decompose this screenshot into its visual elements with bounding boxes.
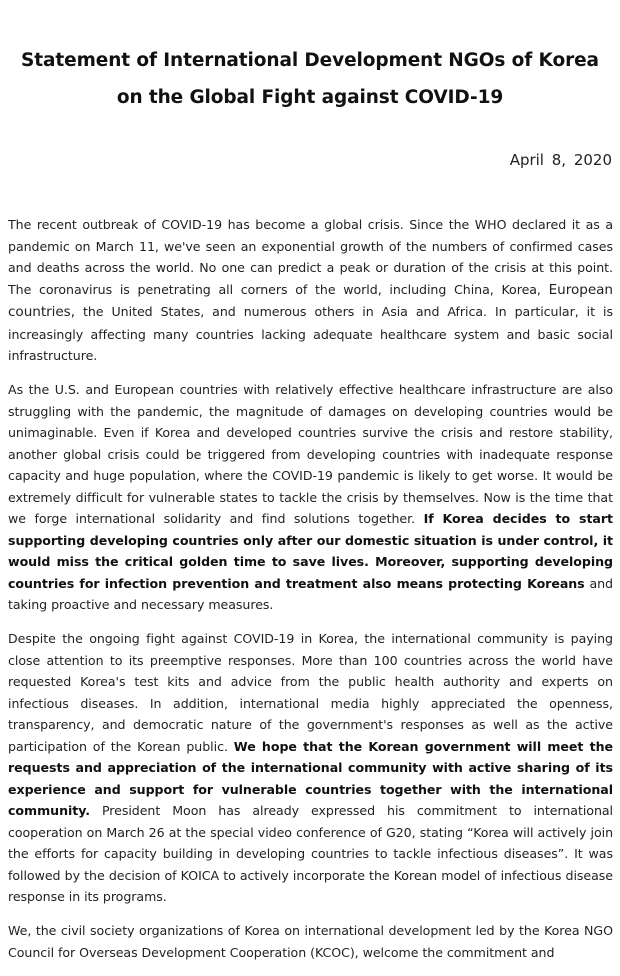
paragraph-3-bold: We hope that the Korean government will meet the requests and appreciation of the international community with active sharing of its experience and support for vulnerable countries together with the international community. xyxy=(8,738,614,818)
paragraph-2 xyxy=(8,379,613,616)
paragraph-1-text-a: The recent outbreak of COVID-19 has become a global crisis. Since the WHO declared it as a pandemic on March 11, we've seen an exponential growth of the numbers of confirmed cases and deaths across the world. No one can predict a peak or duration of the crisis at this point. The coronavirus is penetrating all corners of the world, including China, Korea, xyxy=(8,217,613,297)
paragraph-3-text-b: President Moon has already expressed his commitment to international cooperation on March 26 at the special video conference of G20, stating “Korea will actively join the efforts for capacity building in developing countries to tackle infectious diseases”. It was followed by the decision of KOICA to actively incorporate the Korean model of infectious disease response in its programs. xyxy=(8,803,613,904)
paragraph-4 xyxy=(8,920,613,963)
paragraph-1 xyxy=(8,214,613,367)
title-line-1: Statement of International Development NGOs of Korea xyxy=(21,50,599,71)
paragraph-1-text-c: the United States, and numerous others in Asia and Africa. In particular, it is increasingly affecting many countries lacking adequate healthcare system and basic social infrastructure. xyxy=(8,304,613,363)
paragraph-3 xyxy=(8,628,613,908)
paragraph-2-text-b: and taking proactive and necessary measures. xyxy=(8,575,614,612)
statement-title xyxy=(0,42,620,116)
paragraph-2-bold: If Korea decides to start supporting developing countries only after our domestic situation is under control, it would miss the critical golden time to save lives. Moreover, supporting developing countries for infection prevention and treatment also means protecting Koreans xyxy=(8,511,614,591)
statement-body xyxy=(8,214,613,976)
statement-date: April 8, 2020 xyxy=(509,151,612,169)
paragraph-2-text-a: As the U.S. and European countries with relatively effective healthcare infrastructure are also struggling with the pandemic, the magnitude of damages on developing countries would be unimaginable. Even if Korea and developed countries survive the crisis and restore stability, another global crisis could be triggered from developing countries with inadequate response capacity and huge population, where the COVID-19 pandemic is likely to get worse. It would be extremely difficult for vulnerable states to tackle the crisis by themselves. Now is the time that we forge international solidarity and find solutions together. xyxy=(8,382,613,526)
paragraph-4-text-a: We, the civil society organizations of Korea on international development led by the Korea NGO Council for Overseas Development Cooperation (KCOC), welcome the commitment and xyxy=(8,923,613,960)
paragraph-1-text-b: European countries, xyxy=(8,281,613,320)
paragraph-3-text-a: Despite the ongoing fight against COVID-19 in Korea, the international community is paying close attention to its preemptive responses. More than 100 countries across the world have requested Korea's test kits and advice from the public health authority and experts on infectious diseases. In addition, international media highly appreciated the openness, transparency, and democratic nature of the government's responses as well as the active participation of the Korean public. xyxy=(8,631,613,754)
title-line-2: on the Global Fight against COVID-19 xyxy=(116,87,504,108)
